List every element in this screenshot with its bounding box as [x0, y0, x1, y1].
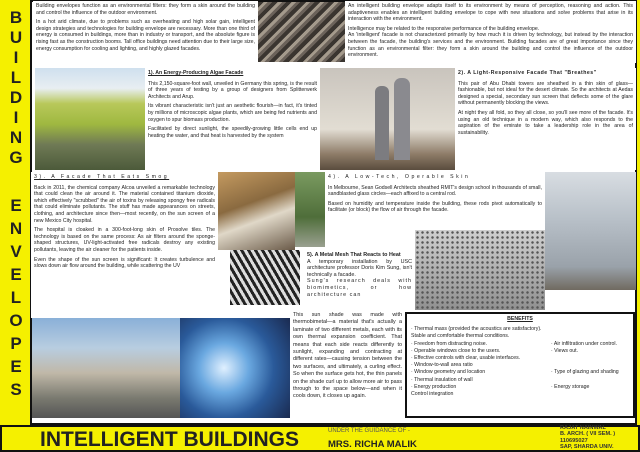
title-letter: L [10, 68, 22, 87]
benefit-item: · Air infiltration under control. [551, 340, 618, 347]
paragraph: This sun shade was made with thermobimetal—a material that's actually a laminate of two different metals, each with its own thermal expansion coefficient. That means that each side reacts differently to sunlight, expanding and contracting at different rates—causing tension between the two surfaces, and ultimately, a curling effect. So when the surface gets hot, the thin panels on the shade curl up to allow more air to pass through to the space below—and when it cools down, it closes up again. [293, 312, 402, 400]
benefit-item: Stable and comfortable thermal conditions. [411, 333, 510, 340]
paragraph: The hospital is cloaked in a 300-foot-long skin of Prosolve tiles. The technology is based on the same process: As air filters around the sponge-shaped structures, UV-light-activated free radicals destroy any existing pollutants, leaving the air cleaner for the patients inside. [34, 227, 215, 253]
benefit-item: Control integration [411, 391, 454, 398]
paragraph: In Melbourne, Sean Godsell Architects sheathed RMIT's design school in thousands of small, sandblasted glass circles—each affixed to a central rod. [328, 184, 542, 198]
benefit-item: · Operable windows close to the users. [411, 347, 501, 354]
paragraph: Building envelopes function as an environmental filters: they form a skin around the building and control the influence of the outdoor environment. [36, 3, 255, 16]
section-heading: 1). An Energy-Producing Algae Facade [148, 70, 244, 76]
benefit-item: · Views out. [551, 347, 579, 354]
intro-right-text [345, 1, 636, 63]
title-letter: N [9, 128, 23, 147]
intro-left-text [33, 1, 258, 63]
title-letter: U [9, 28, 23, 47]
paragraph: In a hot arid climate, due to problems such as overheating and high solar gain, intelligent design strategies and technologies for building envelope are necessary. More than one third of energy is consumed in buildings, more than in industry or transport, and the absolute figure is rising fast as the construction booms. Tall office buildings need attention due to their large size, energy consumption for cooling and lighting, and highly glazed facades. [36, 19, 255, 52]
title-letter: O [9, 311, 23, 330]
benefits-box [405, 312, 635, 418]
paragraph: At night they all fold, so they all close, so you'll see more of the facade. It's using an old technique in a modern way, which also responds to the aspiration of the emirate to take a leadership role in the area of sustainability. [458, 109, 633, 136]
paragraph: Even the shape of the sun screen is significant: It creates turbulence and slows down air flow around the building, while scattering the UV [34, 256, 215, 270]
paragraph: An 'intelligent' facade is not characterized primarily by how much it is driven by technology, but instead by the interaction between the facade, the building's services and the environment. Building facades are of great importance since they function as an environmental filter: they form a skin around the building and control the influence of the outdoor environment. [348, 32, 633, 59]
student-university: SAP, SHARDA UNIV. [560, 443, 614, 450]
benefit-row [411, 391, 629, 398]
benefit-row [411, 326, 629, 333]
section-heading: 5). A Metal Mesh That Reacts to Heat [307, 252, 401, 258]
paragraph: This 2,150-square-foot wall, unveiled in Germany this spring, is the result of three years of testing by a group of designers from Splitterwerk Architects and Arup. [148, 80, 317, 100]
benefit-row [411, 369, 629, 376]
benefit-row [411, 333, 629, 340]
student-name: RAJAT NAINWAL [560, 425, 606, 431]
benefit-item: · Effective controls with clear, usable interfaces. [411, 355, 521, 362]
student-id: 110695027 [560, 437, 588, 444]
section-metal-mesh [304, 250, 415, 306]
benefit-row [411, 384, 629, 391]
title-letter: E [10, 265, 22, 284]
title-letter: E [10, 196, 22, 215]
section-low-tech [325, 172, 545, 230]
algae-facade-image [35, 68, 145, 170]
title-letter: V [10, 242, 22, 261]
title-letter: P [10, 334, 22, 353]
benefit-item: · Window-to-wall area ratio [411, 362, 473, 369]
benefit-item: · Thermal insulation of wall [411, 376, 473, 383]
benefit-row [411, 348, 629, 355]
section-heading: 3). A Facade That Eats Smog [34, 174, 170, 180]
benefit-item [551, 362, 629, 369]
benefit-row [411, 355, 629, 362]
title-letter: I [13, 108, 19, 127]
trees-image [295, 172, 325, 247]
benefits-title: BENEFITS [507, 316, 533, 322]
benefit-item: · Thermal mass (provided the acoustics are satisfactory). [411, 326, 542, 333]
metal-canopy-image [180, 318, 290, 418]
paragraph: Based on humidity and temperature inside the building, these rods pivot automatically to facilitate (or block) the flow of air through the facade. [328, 200, 542, 214]
paragraph: This pair of Abu Dhabi towers are sheathed in a thin skin of glass—fashionable, but not ideal for the desert climate. So the architects at Aedas designed a special, secondary sun screen that deflects some of the glare without permanently blocking the views. [458, 80, 633, 107]
section-breathes [455, 68, 636, 170]
benefit-row [411, 341, 629, 348]
benefit-row [411, 377, 629, 384]
title-letter: L [10, 288, 22, 307]
benefit-item: · Window geometry and location [411, 369, 486, 376]
paragraph: A temporary installation by USC architecture professor Doris Kim Sung, isn't technically a facade. [307, 258, 412, 278]
title-letter: G [9, 148, 23, 167]
abu-dhabi-towers-image [320, 68, 455, 170]
title-letter: B [9, 8, 23, 27]
smog-facade-image [218, 172, 295, 250]
title-letter: D [9, 88, 23, 107]
paragraph: Its vibrant characteristic isn't just an aesthetic flourish—in fact, it's tinted by millions of microscopic algae plants, which are being fed nutrients and oxygen to spur biomass production. [148, 103, 317, 123]
metal-mesh-image [230, 250, 300, 305]
title-letter: N [9, 219, 23, 238]
benefit-item: · Freedom from distracting noise. [411, 340, 488, 347]
footer-bar [0, 425, 640, 452]
section-heading: 4). A Low-Tech, Operable Skin [328, 174, 471, 180]
section-thermobimetal [290, 310, 405, 418]
benefit-item [551, 391, 629, 398]
title-letter: S [10, 380, 22, 399]
benefit-item [551, 326, 629, 333]
benefit-item: · Energy storage [551, 383, 590, 390]
benefit-item [551, 333, 629, 340]
rmit-building-image [545, 172, 636, 290]
section-heading: 2). A Light-Responsive Facade That "Breathes" [458, 70, 597, 76]
section-smog [31, 172, 218, 318]
paragraph: Back in 2011, the chemical company Alcoa unveiled a remarkable technology that could clean the air around it. The material contained titanium dioxide, which effectively "scrubbed" the air of toxins by releasing spongy free radicals that could eliminate pollutants. The stuff has made appearances on streets, clothing, and architecture since then—most recently, on the sun screen of a new Mexico City hospital. [34, 184, 215, 224]
paragraph: Intelligence may be related to the responsive performance of the building envelope. [348, 25, 540, 32]
paragraph: An intelligent building envelope adapts itself to its environment by means of perception, reasoning and action. This adaptiveness enables an intelligent building envelope to cope with new situations and solve problems that arise in its interaction with the environment. [348, 3, 633, 23]
student-course: B. ARCH. ( VII SEM. ) [560, 431, 616, 438]
benefit-row [411, 362, 629, 369]
student-info [560, 425, 615, 450]
guidance-label: UNDER THE GUIDANCE OF - [328, 428, 410, 434]
benefit-item [551, 377, 629, 384]
paragraph: Facilitated by direct sunlight, the speedily-growing little cells end up heating the water, and that heat is harvested by the system [148, 126, 317, 139]
facade-pattern-image [258, 2, 345, 62]
poster-title: INTELLIGENT BUILDINGS [40, 428, 299, 451]
guide-name: MRS. RICHA MALIK [328, 439, 417, 450]
benefit-item: · Type of glazing and shading [551, 369, 619, 376]
title-letter: E [10, 357, 22, 376]
tower-shape [394, 78, 410, 160]
street-building-image [32, 318, 180, 418]
paragraph: Sung's research deals with biomimetics, or how architecture can [307, 278, 412, 298]
perforated-wall-image [415, 230, 545, 310]
benefit-item: · Energy production [411, 383, 457, 390]
section-algae [145, 68, 320, 170]
title-letter: I [13, 48, 19, 67]
benefit-item [551, 355, 629, 362]
tower-shape [375, 86, 389, 160]
